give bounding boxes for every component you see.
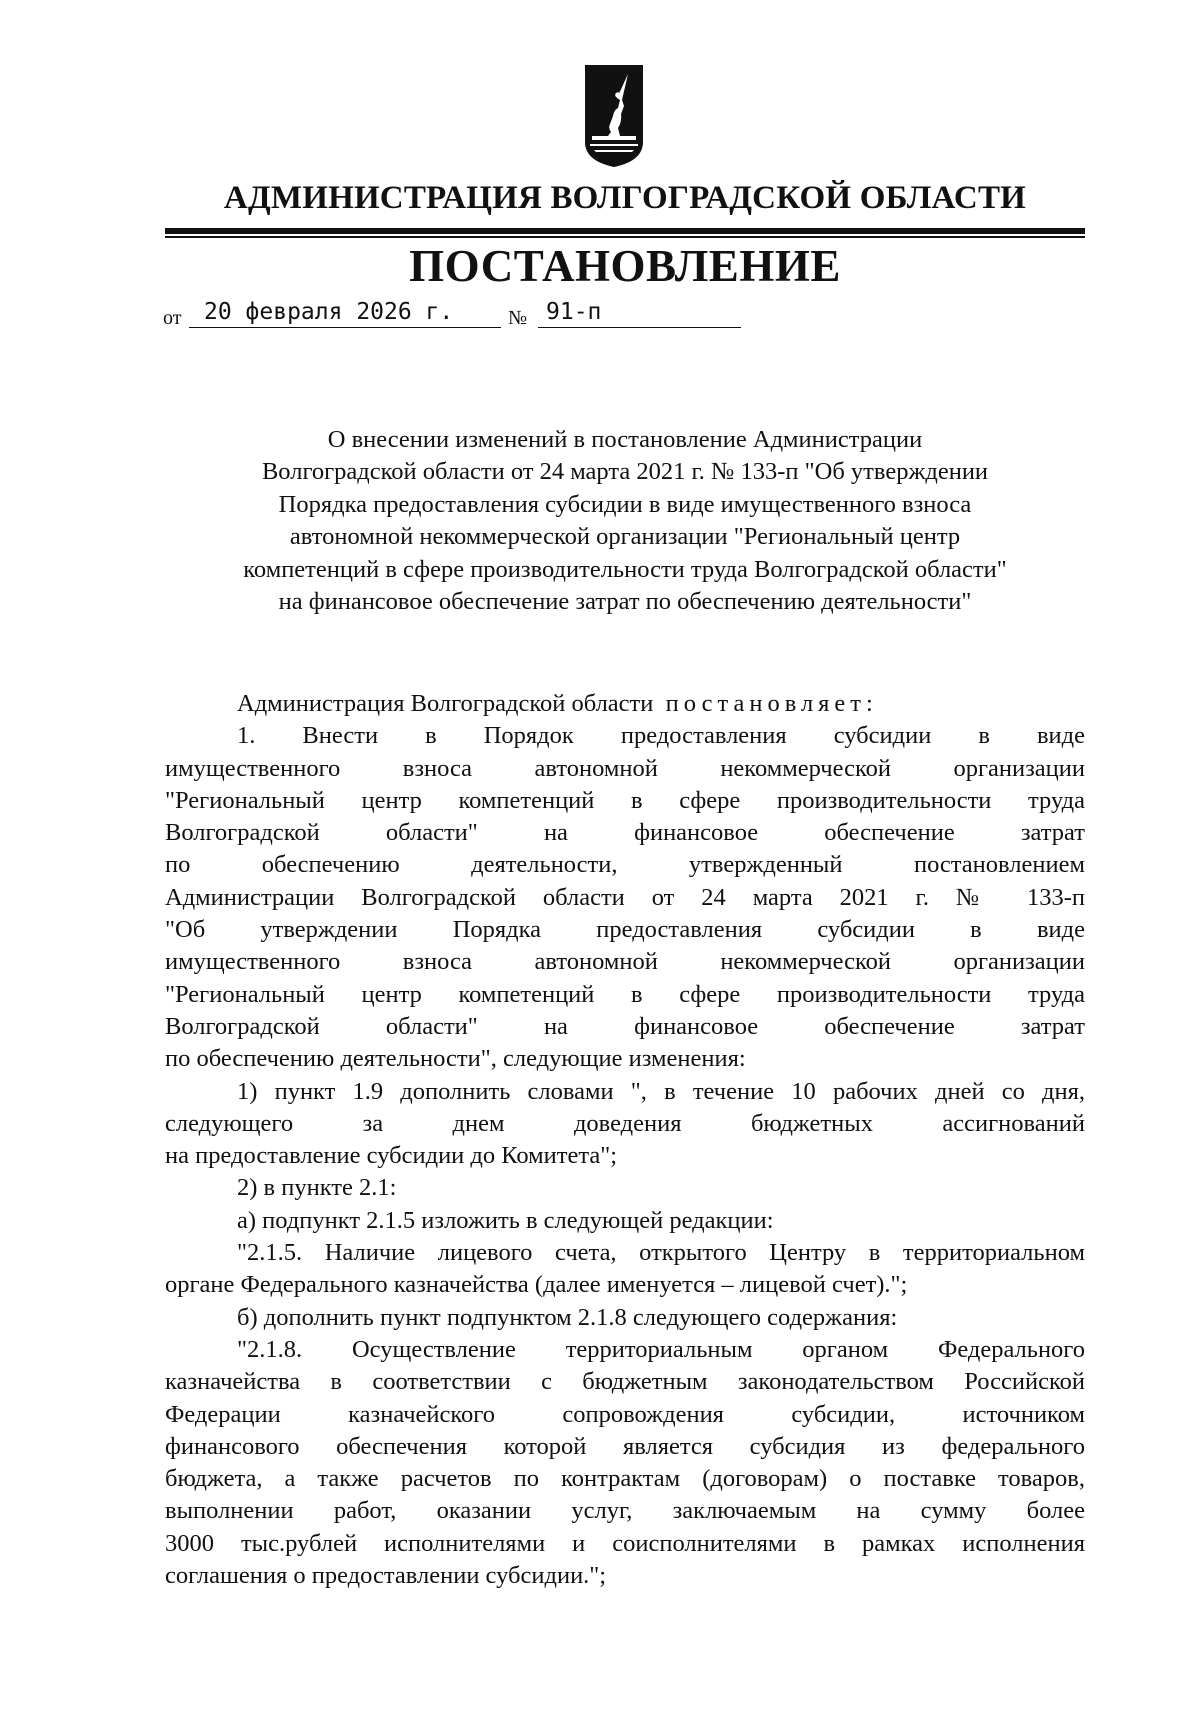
body-line: а) подпункт 2.1.5 изложить в следующей редакции: — [237, 1206, 774, 1234]
body-line: Волгоградской области" на финансовое обеспечение затрат — [165, 1012, 1085, 1040]
body-line: "Об утверждении Порядка предоставления субсидии в виде — [165, 916, 1085, 944]
volgograd-coat-of-arms-icon — [584, 64, 644, 168]
body-line: 3000 тыс.рублей исполнителями и соисполнителями в рамках исполнения — [165, 1529, 1085, 1557]
body-line: бюджета, а также расчетов по контрактам (договорам) о поставке товаров, — [165, 1465, 1085, 1493]
heading-line: Порядка предоставления субсидии в виде имущественного взноса — [278, 490, 972, 518]
body-line: б) дополнить пункт подпунктом 2.1.8 следующего содержания: — [237, 1303, 898, 1331]
body-line: "2.1.8. Осуществление территориальным органом Федерального — [237, 1335, 1085, 1363]
number-value: 91-п — [546, 299, 602, 325]
body-line: на предоставление субсидии до Комитета"; — [165, 1142, 618, 1170]
heading-line: автономной некоммерческой организации "Региональный центр — [289, 523, 961, 551]
document-heading — [165, 424, 1085, 618]
body-line: 1) пункт 1.9 дополнить словами ", в течение 10 рабочих дней со дня, — [237, 1077, 1085, 1105]
document-body — [165, 688, 1085, 1592]
date-field — [189, 297, 501, 328]
heading-line: на финансовое обеспечение затрат по обеспечению деятельности" — [278, 588, 972, 616]
date-label: от — [163, 307, 182, 329]
body-line: 2) в пункте 2.1: — [237, 1174, 397, 1202]
organization-title: АДМИНИСТРАЦИЯ ВОЛГОГРАДСКОЙ ОБЛАСТИ — [223, 180, 1027, 216]
body-line: по обеспечению деятельности", следующие изменения: — [165, 1045, 746, 1073]
body-line: финансового обеспечения которой является субсидия из федерального — [165, 1432, 1085, 1460]
preamble-verb: постановляет: — [665, 690, 878, 717]
heading-line: О внесении изменений в постановление Администрации — [327, 426, 923, 453]
body-line: "Региональный центр компетенций в сфере производительности труда — [165, 980, 1085, 1008]
body-line: следующего за днем доведения бюджетных ассигнований — [165, 1109, 1085, 1137]
body-line: по обеспечению деятельности, утвержденный постановлением — [165, 851, 1085, 879]
preamble-text: Администрация Волгоградской области — [237, 690, 654, 717]
number-label: № — [508, 307, 528, 329]
document-type: ПОСТАНОВЛЕНИЕ — [409, 241, 841, 291]
heading-line: компетенций в сфере производительности труда Волгоградской области" — [243, 555, 1007, 583]
body-line: соглашения о предоставлении субсидии."; — [165, 1562, 607, 1590]
date-value: 20 февраля 2026 г. — [204, 299, 454, 325]
body-line: выполнении работ, оказании услуг, заключаемым на сумму более — [165, 1497, 1085, 1525]
body-line: Федерации казначейского сопровождения субсидии, источником — [165, 1400, 1085, 1428]
number-field — [538, 297, 741, 328]
heading-line: Волгоградской области от 24 марта 2021 г. № 133-п "Об утверждении — [261, 458, 989, 486]
body-line: Волгоградской области" на финансовое обеспечение затрат — [165, 819, 1085, 847]
preamble — [165, 688, 1085, 720]
header-rule-thin — [165, 236, 1085, 238]
body-line: имущественного взноса автономной некоммерческой организации — [165, 948, 1085, 976]
header-rule-thick — [165, 228, 1085, 234]
body-line: органе Федерального казначейства (далее именуется – лицевой счет)."; — [165, 1271, 908, 1299]
body-line: казначейства в соответствии с бюджетным законодательством Российской — [165, 1368, 1085, 1396]
body-line: "2.1.5. Наличие лицевого счета, открытого Центру в территориальном — [237, 1239, 1085, 1267]
body-line: имущественного взноса автономной некоммерческой организации — [165, 754, 1085, 782]
body-line: Администрации Волгоградской области от 24 марта 2021 г. № 133-п — [165, 883, 1085, 911]
body-line: "Региональный центр компетенций в сфере производительности труда — [165, 786, 1085, 814]
body-line: 1. Внести в Порядок предоставления субсидии в виде — [237, 722, 1085, 750]
